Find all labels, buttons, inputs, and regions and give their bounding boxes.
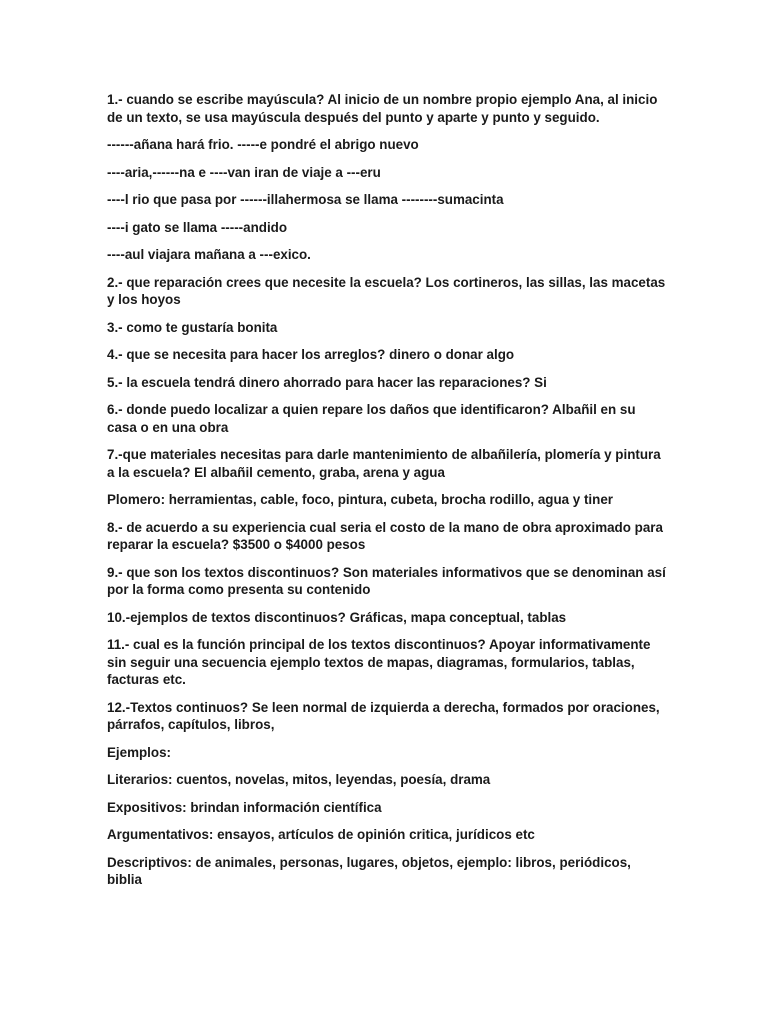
- question-9: 9.- que son los textos discontinuos? Son materiales informativos que se denominan así por la forma como presenta su contenido: [107, 564, 666, 597]
- exercise-line-2: ----aria,------na e ----van iran de viaje a ---eru: [107, 164, 381, 180]
- question-4: 4.- que se necesita para hacer los arreglos? dinero o donar algo: [107, 347, 515, 362]
- question-3: 3.- como te gustaría bonita: [107, 319, 278, 335]
- example-expository: Expositivos: brindan información científica: [107, 799, 382, 815]
- document-body: [107, 91, 667, 899]
- example-literary: Literarios: cuentos, novelas, mitos, leyendas, poesía, drama: [107, 772, 491, 787]
- question-2: 2.- que reparación crees que necesite la escuela? Los cortineros, las sillas, las macetas y los hoyos: [107, 274, 666, 307]
- exercise-line-4: ----i gato se llama -----andido: [107, 219, 288, 235]
- exercise-line-3: ----l rio que pasa por ------illahermosa se llama --------sumacinta: [107, 192, 504, 207]
- question-6: 6.- donde puedo localizar a quien repare los daños que identificaron? Albañil en su casa o en una obra: [107, 402, 636, 435]
- question-12: 12.-Textos continuos? Se leen normal de izquierda a derecha, formados por oraciones, párrafos, capítulos, libros,: [107, 699, 660, 732]
- example-descriptive: Descriptivos: de animales, personas, lugares, objetos, ejemplo: libros, periódicos, biblia: [107, 854, 631, 887]
- plumber-materials: Plomero: herramientas, cable, foco, pintura, cubeta, brocha rodillo, agua y tiner: [107, 492, 613, 507]
- question-1: 1.- cuando se escribe mayúscula? Al inicio de un nombre propio ejemplo Ana, al inicio de un texto, se usa mayúscula después del punto y aparte y punto y seguido.: [107, 92, 658, 125]
- question-10: 10.-ejemplos de textos discontinuos? Gráficas, mapa conceptual, tablas: [107, 609, 567, 625]
- question-5: 5.- la escuela tendrá dinero ahorrado para hacer las reparaciones? Si: [107, 374, 547, 390]
- exercise-line-5: ----aul viajara mañana a ---exico.: [107, 247, 311, 262]
- examples-heading: Ejemplos:: [107, 744, 171, 760]
- question-8: 8.- de acuerdo a su experiencia cual seria el costo de la mano de obra aproximado para reparar la escuela? $3500 o $4000 pesos: [107, 519, 663, 552]
- exercise-line-1: ------añana hará frio. -----e pondré el abrigo nuevo: [107, 137, 419, 152]
- example-argumentative: Argumentativos: ensayos, artículos de opinión critica, jurídicos etc: [107, 827, 535, 842]
- question-7: 7.-que materiales necesitas para darle mantenimiento de albañilería, plomería y pintura a la escuela? El albañil cemento, graba, arena y agua: [107, 447, 661, 480]
- question-11: 11.- cual es la función principal de los textos discontinuos? Apoyar informativamente sin seguir una secuencia ejemplo textos de mapas, diagramas, formularios, tablas, facturas etc.: [107, 637, 651, 687]
